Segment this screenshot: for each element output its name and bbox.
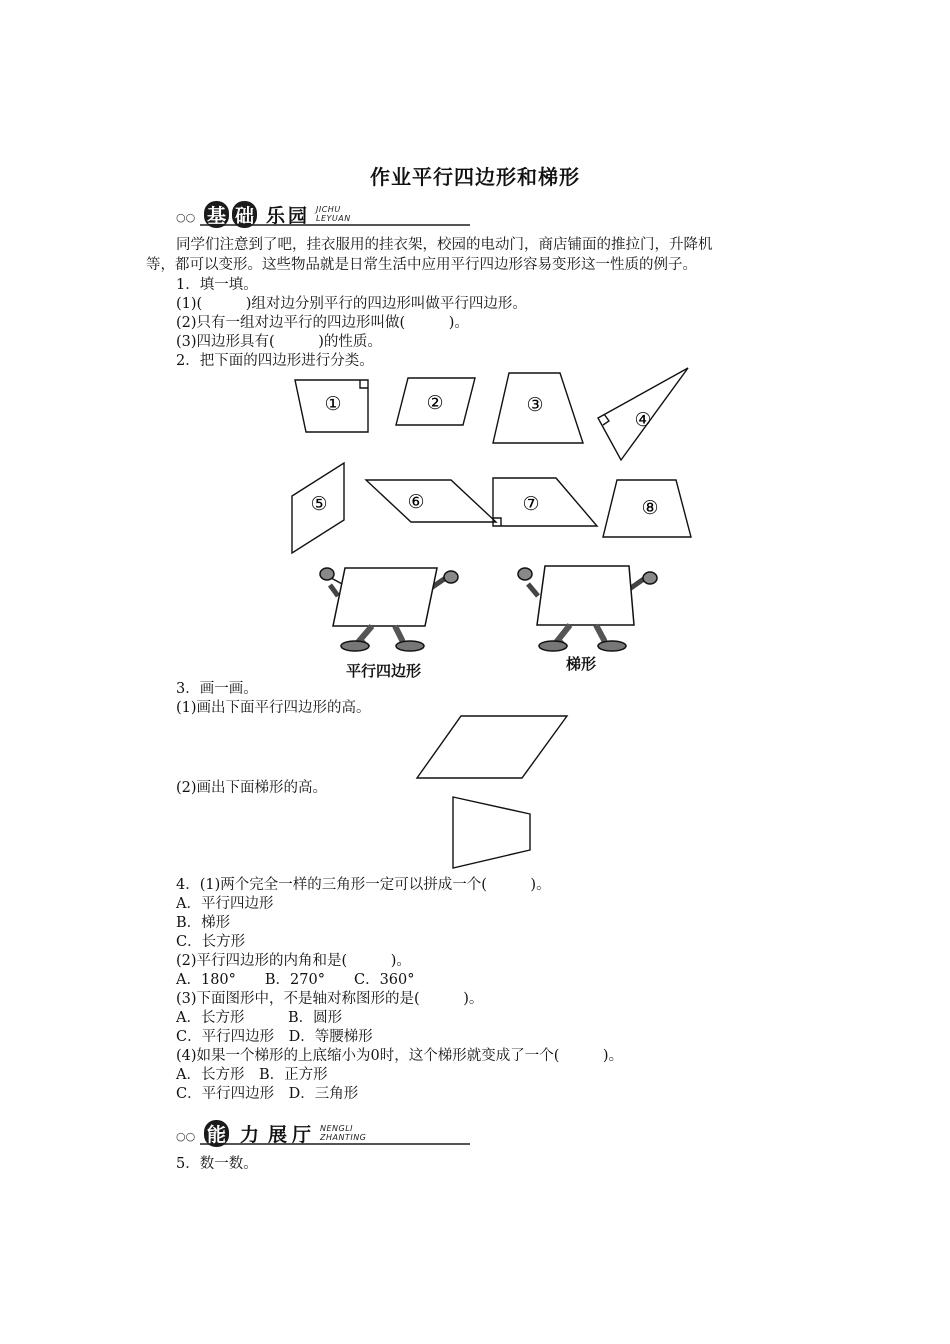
- q4-2-options: A．180° B．270° C．360°: [176, 972, 415, 988]
- banner-char-1: 基: [204, 201, 229, 228]
- shape-label-6: ⑥: [407, 491, 425, 513]
- shape-label-7: ⑦: [522, 493, 540, 515]
- trapezoid-character: [518, 566, 657, 651]
- banner-circles: ○○: [176, 211, 196, 224]
- q1-part-2: (2)只有一组对边平行的四边形叫做( )。: [176, 315, 469, 331]
- shape-label-4: ④: [634, 409, 652, 431]
- q4-1-option-b: B．梯形: [176, 915, 231, 931]
- q3-part-1: (1)画出下面平行四边形的高。: [176, 700, 371, 716]
- q3-parallelogram: [414, 714, 570, 780]
- caption-trapezoid: 梯形: [566, 655, 597, 673]
- shape-label-1: ①: [324, 393, 342, 415]
- banner-char-2: 力: [240, 1124, 260, 1146]
- banner-pinyin: JICHU LEYUAN: [316, 205, 351, 223]
- q1-part-3: (3)四边形具有( )的性质。: [176, 334, 382, 350]
- shape-1-right-angle: [360, 380, 368, 388]
- shape-label-3: ③: [526, 394, 544, 416]
- shape-6: [366, 480, 496, 522]
- q4-4-options-cd: C．平行四边形 D．三角形: [176, 1086, 359, 1102]
- shape-label-8: ⑧: [641, 497, 659, 519]
- q4-3-options-cd: C．平行四边形 D．等腰梯形: [176, 1029, 373, 1045]
- intro-line-1: 同学们注意到了吧，挂衣服用的挂衣架，校园的电动门，商店铺面的推拉门，升降机: [176, 237, 713, 253]
- parallelogram-character: [320, 568, 458, 651]
- banner-char-3: 展: [268, 1124, 288, 1146]
- q4-1-option-c: C．长方形: [176, 934, 246, 950]
- intro-line-2: 等，都可以变形。这些物品就是日常生活中应用平行四边形容易变形这一性质的例子。: [146, 257, 697, 273]
- banner-char-4: 厅: [292, 1124, 312, 1146]
- page-title: 作业平行四边形和梯形: [370, 165, 580, 189]
- q4-part-4: (4)如果一个梯形的上底缩小为0时，这个梯形就变成了一个( )。: [176, 1048, 624, 1064]
- q2-stem: 2．把下面的四边形进行分类。: [176, 353, 374, 369]
- shape-label-5: ⑤: [310, 493, 328, 515]
- shape-4-right-angle: [603, 414, 609, 425]
- shape-7: [493, 478, 597, 526]
- q4-3-options-ab: A．长方形 B．圆形: [176, 1010, 343, 1026]
- q3-stem: 3．画一画。: [176, 681, 258, 697]
- banner-char-3: 乐: [266, 205, 286, 227]
- banner-char-4: 园: [288, 205, 308, 227]
- banner-circles: ○○: [176, 1130, 196, 1143]
- banner-char-1: 能: [204, 1120, 229, 1147]
- q4-4-options-ab: A．长方形 B．正方形: [176, 1067, 328, 1083]
- banner-char-2: 础: [232, 201, 257, 228]
- q4-1-option-a: A．平行四边形: [176, 896, 274, 912]
- q1-part-1: (1)( )组对边分别平行的四边形叫做平行四边形。: [176, 296, 527, 312]
- q3-part-2: (2)画出下面梯形的高。: [176, 780, 328, 796]
- banner-pinyin: NENGLI ZHANTING: [320, 1124, 367, 1142]
- q4-part-1: 4．(1)两个完全一样的三角形一定可以拼成一个( )。: [176, 877, 551, 893]
- caption-parallelogram: 平行四边形: [346, 662, 422, 680]
- q1-stem: 1．填一填。: [176, 277, 258, 293]
- q3-trapezoid: [450, 794, 534, 872]
- q4-part-2: (2)平行四边形的内角和是( )。: [176, 953, 411, 969]
- shape-label-2: ②: [426, 392, 444, 414]
- q5-stem: 5．数一数。: [176, 1156, 258, 1172]
- q4-part-3: (3)下面图形中，不是轴对称图形的是( )。: [176, 991, 484, 1007]
